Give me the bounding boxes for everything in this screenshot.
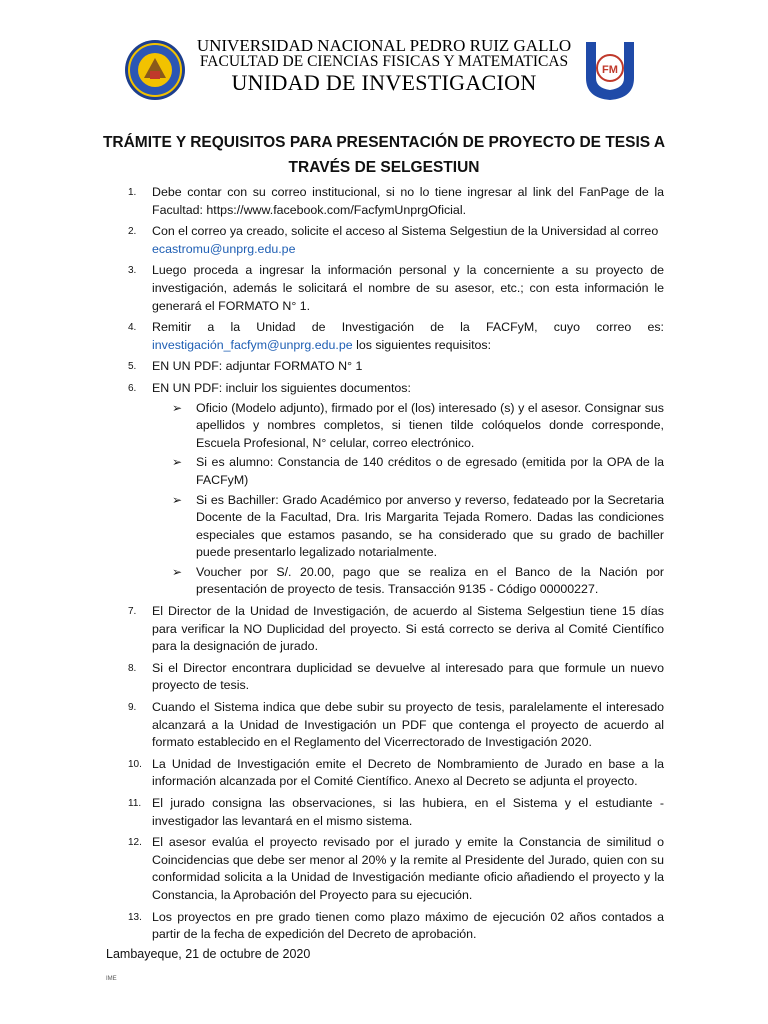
list-item: 8. Si el Director encontrara duplicidad se devuelve al interesado para que formule un nuevo proyecto de tesis. (128, 660, 664, 693)
list-item: 1. Debe contar con su correo institucional, si no lo tiene ingresar al link del FanPage de la Facultad: https://www.facebook.com/FacfymUnprgOficial. (128, 185, 664, 217)
email-link[interactable]: ecastromu@unprg.edu.pe (152, 241, 296, 256)
requirements-list (104, 184, 664, 948)
document-date: Lambayeque, 21 de octubre de 2020 (106, 947, 311, 961)
arrow-bullet-icon: ➢ (172, 564, 183, 579)
list-item: 12. El asesor evalúa el proyecto revisado por el jurado y emite la Constancia de similitud o Coincidencias que debe ser menor al 20% y la remite al Presidente del Jurado, quien con su conformidad solicita a la Unidad de Investigación mediante oficio añadiendo el proyecto y la Constancia, la Aprobación del Proyecto para su ejecución. (128, 835, 664, 902)
email-link[interactable]: investigación_facfym@unprg.edu.pe (152, 337, 353, 352)
list-item: 13. Los proyectos en pre grado tienen como plazo máximo de ejecución 02 años contados a partir de la fecha de expedición del Decreto de aprobación. (128, 909, 664, 942)
header-faculty: FACULTAD DE CIENCIAS FISICAS Y MATEMATICAS (199, 53, 569, 70)
arrow-bullet-icon: ➢ (172, 400, 183, 415)
author-initials: IME (106, 976, 117, 982)
sub-item: ➢ Voucher por S/. 20.00, pago que se realiza en el Banco de la Nación por presentación de proyecto de tesis. Transacción 9135 - Código 00000227. (172, 564, 664, 597)
list-item: 6. EN UN PDF: incluir los siguientes documentos: ➢ Oficio (Modelo adjunto), firmado por el (los) interesado (s) y el asesor. Consignar sus apellidos y nombres completos, si tienen tilde colóquelos donde corresponde, Escuela Profesional, N° celular, correo electrónico. ➢ Si es alumno: Constancia de 140 créditos o de egresado (emitida por la OPA de la FACFyM) ➢ Si es Bachiller: Grado Académico por anverso y reverso, fedateado por la Secretaria Docente de la Facultad, Dra. Iris Margarita Tejada Romero. Dadas las condiciones especiales que estamos pasando, se ha considerado que su grado de bachiller puede presentarlo legalizado notarialmente. ➢ Voucher por S/. 20.00, pago que se realiza en el Banco de la Nación por presentación de proyecto de tesis. Transacción 9135 - Código 00000227. (104, 380, 664, 599)
list-item: 5. EN UN PDF: adjuntar FORMATO N° 1 (128, 359, 363, 374)
list-item: 10. La Unidad de Investigación emite el Decreto de Nombramiento de Jurado en base a la información alcanzada por el Comité Científico. Anexo al Decreto se adjunta el proyecto. (128, 756, 664, 789)
title-line-1: TRÁMITE Y REQUISITOS PARA PRESENTACIÓN DE PROYECTO DE TESIS A (102, 134, 666, 151)
list-item: 4. Remitir a la Unidad de Investigación de la FACFyM, cuyo correo es: investigación_facfym@unprg.edu.pe los siguientes requisitos: (128, 320, 664, 352)
sub-item: ➢ Si es Bachiller: Grado Académico por anverso y reverso, fedateado por la Secretaria Docente de la Facultad, Dra. Iris Margarita Tejada Romero. Dadas las condiciones especiales que estamos pasando, se ha considerado que su grado de bachiller puede presentarlo legalizado notarialmente. (172, 492, 664, 560)
document-title (100, 130, 668, 180)
list-item: 9. Cuando el Sistema indica que debe subir su proyecto de tesis, paralelamente el interesado alcanzará a la Unidad de Investigación un PDF que contenga el proyecto de acuerdo al formato establecido en el Reglamento del Vicerrectorado de Investigación 2020. (128, 700, 664, 750)
arrow-bullet-icon: ➢ (172, 492, 183, 507)
header-university: UNIVERSIDAD NACIONAL PEDRO RUIZ GALLO (196, 36, 572, 55)
title-line-2: TRAVÉS DE SELGESTIUN (288, 159, 480, 176)
list-item: 3. Luego proceda a ingresar la información personal y la concerniente a su proyecto de investigación, además le solicitará el nombre de su asesor, etc.; con esta información le generará el FORMATO N° 1. (128, 263, 664, 313)
sub-item: ➢ Si es alumno: Constancia de 140 créditos o de egresado (emitida por la OPA de la FACFyM) (172, 455, 664, 487)
arrow-bullet-icon: ➢ (172, 455, 183, 470)
sub-item: ➢ Oficio (Modelo adjunto), firmado por el (los) interesado (s) y el asesor. Consignar sus apellidos y nombres completos, si tienen tilde colóquelos donde corresponde, Escuela Profesional, N° celular, correo electrónico. (172, 400, 664, 450)
faculty-logo-icon (580, 38, 640, 102)
faculty-logo-letters: FM (602, 64, 618, 76)
list-item: 7. El Director de la Unidad de Investigación, de acuerdo al Sistema Selgestiun tiene 15 días para verificar la NO Duplicidad del proyecto. Si está correcto se deriva al Comité Científico para la designación de jurado. (128, 604, 664, 654)
list-item: 11. El jurado consigna las observaciones, si las hubiera, en el Sistema y el estudiante - investigador las levantará en el mismo sistema. (128, 796, 664, 828)
header-unit: UNIDAD DE INVESTIGACION (231, 70, 537, 95)
list-item: 2. Con el correo ya creado, solicite el acceso al Sistema Selgestiun de la Universidad al correo ecastromu@unprg.edu.pe (128, 224, 659, 256)
